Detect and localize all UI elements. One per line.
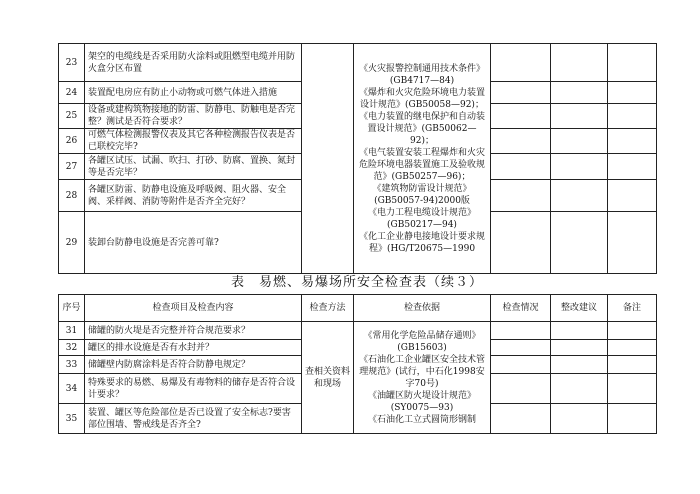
remark-cell — [608, 322, 657, 340]
status-cell — [491, 404, 551, 434]
header-method: 检查方法 — [302, 295, 354, 322]
header-no: 序号 — [59, 295, 85, 322]
status-cell — [491, 104, 551, 129]
remark-cell — [608, 404, 657, 434]
row-number: 23 — [59, 44, 85, 82]
remark-cell — [608, 82, 657, 104]
status-cell — [491, 374, 551, 404]
check-item: 架空的电缆线是否采用防火涂料或阻燃型电缆并用防火盒分区布置 — [85, 44, 302, 82]
row-number: 34 — [59, 374, 85, 404]
advice-cell — [551, 374, 608, 404]
check-method: 查相关资料和现场 — [302, 322, 354, 434]
row-number: 33 — [59, 356, 85, 374]
table-row — [59, 44, 657, 82]
row-number: 31 — [59, 322, 85, 340]
row-number: 25 — [59, 104, 85, 129]
row-number: 28 — [59, 180, 85, 212]
check-item: 储罐壁内防腐涂料是否符合防静电规定？ — [85, 356, 302, 374]
advice-cell — [551, 104, 608, 129]
header-item: 检查项目及检查内容 — [85, 295, 302, 322]
row-number: 27 — [59, 154, 85, 180]
remark-cell — [608, 129, 657, 154]
remark-cell — [608, 340, 657, 356]
header-status: 检查情况 — [491, 295, 551, 322]
check-item: 各罐区试压、试漏、吹扫、打砂、防腐、置换、氮封等是否完毕？ — [85, 154, 302, 180]
status-cell — [491, 129, 551, 154]
status-cell — [491, 44, 551, 82]
check-item: 设备或建构筑物接地的防雷、防静电、防触电是否完整？测试是否符合要求？ — [85, 104, 302, 129]
row-number: 35 — [59, 404, 85, 434]
row-number: 24 — [59, 82, 85, 104]
check-basis: 《火灾报警控制通用技术条件》(GB4717—84) 《爆炸和火灾危险环境电力装置设计规范》(GB50058—92)； 《电力装置的继电保护和自动装置设计规范》(GB50062—92)； 《电气装置安装工程爆炸和火灾危险环境电器装置施工及验收规范》(GB50257—96)； 《建筑物防雷设计规范》(GB50057-94)2000版 《电力工程电缆设计规范》(GB50217—94) 《化工企业静电接地设计要求规程》(HG/T20675—1990 — [354, 44, 491, 274]
advice-cell — [551, 356, 608, 374]
header-basis: 检查依据 — [354, 295, 491, 322]
remark-cell — [608, 44, 657, 82]
check-item: 装置配电房应有防止小动物或可燃气体进入措施 — [85, 82, 302, 104]
status-cell — [491, 180, 551, 212]
remark-cell — [608, 356, 657, 374]
advice-cell — [551, 404, 608, 434]
inspection-table-continued — [58, 43, 657, 274]
advice-cell — [551, 154, 608, 180]
check-basis: 《常用化学危险品储存通则》(GB15603) 《石油化工企业罐区安全技术管理规范》(试行，中石化1998安字70号) 《油罐区防火堤设计规范》(SY0075—93) 《石油化工立式圆筒形钢制 — [354, 322, 491, 434]
remark-cell — [608, 374, 657, 404]
check-method-cell — [302, 44, 354, 274]
advice-cell — [551, 212, 608, 274]
advice-cell — [551, 340, 608, 356]
remark-cell — [608, 154, 657, 180]
advice-cell — [551, 82, 608, 104]
advice-cell — [551, 129, 608, 154]
status-cell — [491, 340, 551, 356]
header-remark: 备注 — [608, 295, 657, 322]
remark-cell — [608, 180, 657, 212]
remark-cell — [608, 104, 657, 129]
table-row — [59, 322, 657, 340]
status-cell — [491, 322, 551, 340]
check-item: 罐区的排水设施是否有水封并？ — [85, 340, 302, 356]
check-item: 装卸台防静电设施是否完善可靠? — [85, 212, 302, 274]
advice-cell — [551, 322, 608, 340]
table-caption: 表 易燃、易爆场所安全检查表（续３） — [230, 275, 483, 290]
status-cell — [491, 356, 551, 374]
check-item: 可燃气体检测报警仪表及其它各种检测报告仪表是否已联校完毕? — [85, 129, 302, 154]
status-cell — [491, 212, 551, 274]
check-item: 储罐的防火堤是否完整并符合规范要求？ — [85, 322, 302, 340]
check-item: 装置、罐区等危险部位是否已设置了安全标志?要害部位围墙、警戒线是否齐全? — [85, 404, 302, 434]
row-number: 29 — [59, 212, 85, 274]
status-cell — [491, 154, 551, 180]
row-number: 32 — [59, 340, 85, 356]
advice-cell — [551, 180, 608, 212]
inspection-table-3 — [58, 294, 657, 434]
advice-cell — [551, 44, 608, 82]
row-number: 26 — [59, 129, 85, 154]
table-header-row — [59, 295, 657, 322]
check-item: 特殊要求的易燃、易爆及有毒物料的储存是否符合设计要求？ — [85, 374, 302, 404]
header-advice: 整改建议 — [551, 295, 608, 322]
check-item: 各罐区防雷、防静电设施及呼吸阀、阻火器、安全阀、采样阀、消防等附件是否齐全完好？ — [85, 180, 302, 212]
status-cell — [491, 82, 551, 104]
remark-cell — [608, 212, 657, 274]
